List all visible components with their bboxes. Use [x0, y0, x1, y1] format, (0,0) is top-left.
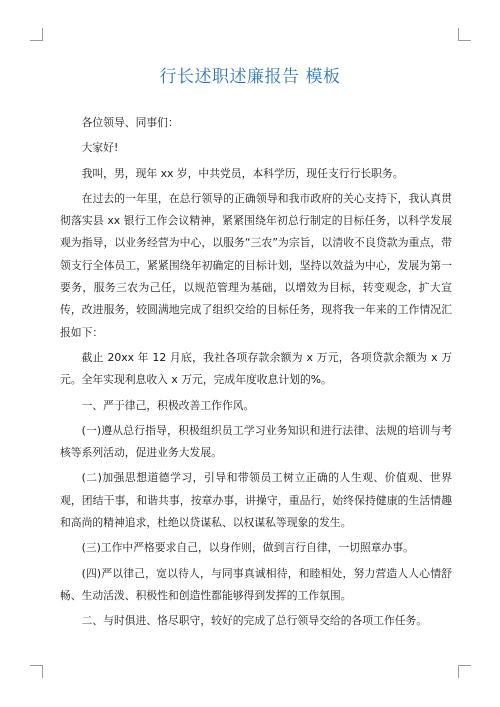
salutation: 各位领导、同事们： [81, 116, 179, 129]
paragraph: 我叫，男，现年 xx 岁，中共党员，本科学历，现任支行行长职务。 [81, 166, 404, 180]
paragraph: (一)遵从总行指导，积极组织员工学习业务知识和进行法律、法规的培训与考核等系列活动，促进业务大发展。 [60, 423, 452, 460]
paragraph: 在过去的一年里，在总行领导的正确领导和我市政府的关心支持下，我认真贯彻落实县 xx 银行工作会议精神，紧紧围绕年初总行制定的目标任务，以科学发展观为指导，以业务经营为中心，以服务“三农”为宗旨，以清收不良贷款为重点，带领支行全体员工，紧紧围绕年初确定的目标计划，坚持以效益为中心，发展为第一要务，服务三农为己任，以规范管理为基础，以增效为目标，转变观念，扩大宣传，改进服务，较圆满地完成了组织交给的目标任务，现将我一年来的工作情况汇报如下： [60, 191, 452, 339]
crop-mark-top-right [458, 28, 471, 41]
crop-mark-bottom-right [458, 665, 471, 678]
document-body [60, 112, 452, 636]
section-heading: 一、严于律己，积极改善工作作风。 [81, 398, 255, 412]
greeting: 大家好! [81, 141, 119, 155]
crop-mark-top-left [30, 28, 43, 41]
section-heading: 二、与时俱进、恪尽职守，较好的完成了总行领导交给的各项工作任务。 [81, 614, 428, 628]
paragraph: (四)严以律己，宽以待人，与同事真诚相待，和睦相处，努力营造人人心情舒畅、生动活泼、积极性和创造性都能够得到发挥的工作氛围。 [60, 566, 452, 602]
paragraph: (三)工作中严格要求自己，以身作则，做到言行自律，一切照章办事。 [81, 541, 414, 555]
document-title: 行长述职述廉报告 模板 [159, 67, 341, 87]
crop-mark-bottom-left [30, 665, 43, 678]
paragraph: 截止 20xx 年 12 月底，我社各项存款余额为 x 万元，各项贷款余额为 x 万元。全年实现利息收入 x 万元，完成年度收息计划的%。 [60, 350, 452, 387]
paragraph: (二)加强思想道德学习，引导和带领员工树立正确的人生观、价值观、世界观，团结干事，和谐共事，按章办事，讲操守，重品行，始终保持健康的生活情趣和高尚的精神追求，杜绝以贷谋私、以权谋私等现象的发生。 [60, 471, 452, 530]
